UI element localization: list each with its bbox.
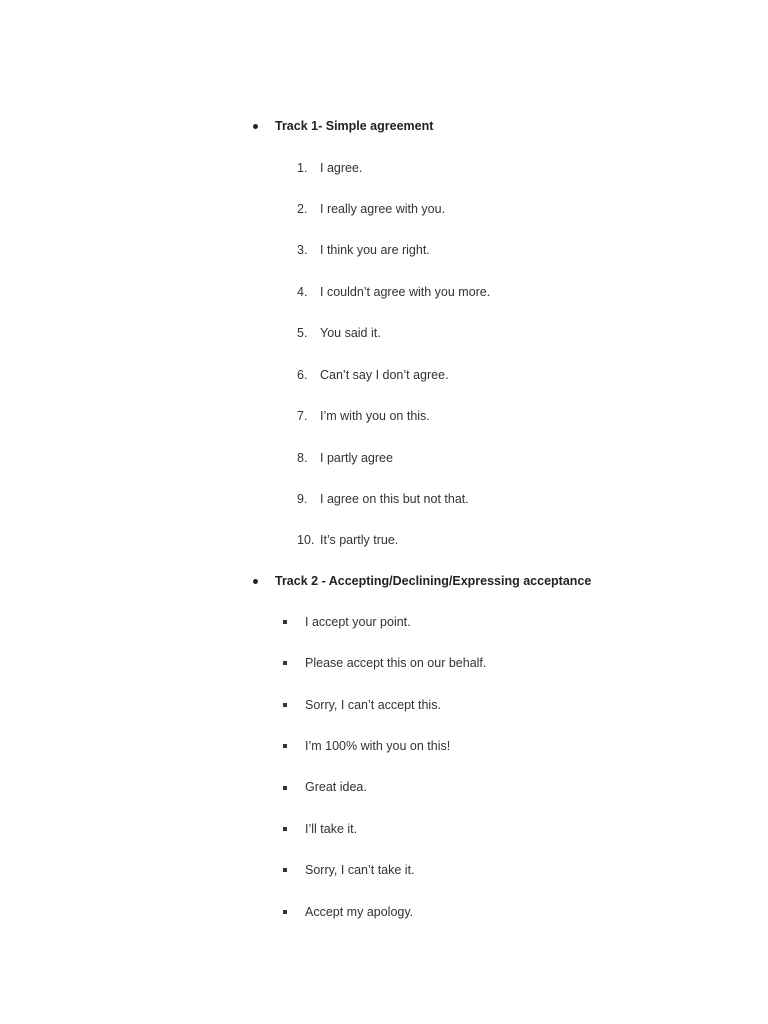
list-item: I’m 100% with you on this!	[305, 739, 451, 753]
list-item-number: 4.	[297, 285, 308, 299]
list-item: I couldn’t agree with you more.	[320, 285, 491, 299]
list-item: Accept my apology.	[305, 905, 414, 919]
square-bullet-icon	[283, 703, 287, 707]
list-item-number: 1.	[297, 161, 308, 175]
list-item: I really agree with you.	[320, 202, 446, 216]
list-item: I agree.	[320, 161, 363, 175]
square-bullet-icon	[283, 827, 287, 831]
list-item-number: 7.	[297, 409, 308, 423]
square-bullet-icon	[283, 620, 287, 624]
list-item-number: 10.	[297, 533, 315, 547]
list-item: I’ll take it.	[305, 822, 358, 836]
list-item: I’m with you on this.	[320, 409, 430, 423]
track-2-heading: Track 2 - Accepting/Declining/Expressing acceptance	[275, 574, 592, 588]
list-item: I partly agree	[320, 451, 393, 465]
list-item-number: 8.	[297, 451, 308, 465]
bullet-dot-icon	[253, 579, 258, 584]
track-1-heading: Track 1- Simple agreement	[275, 119, 434, 133]
list-item: Sorry, I can’t take it.	[305, 863, 415, 877]
list-item: Please accept this on our behalf.	[305, 656, 487, 670]
list-item: Great idea.	[305, 780, 367, 794]
square-bullet-icon	[283, 661, 287, 665]
square-bullet-icon	[283, 868, 287, 872]
bullet-dot-icon	[253, 124, 258, 129]
list-item: I agree on this but not that.	[320, 492, 469, 506]
list-item: Sorry, I can’t accept this.	[305, 698, 441, 712]
list-item: Can’t say I don’t agree.	[320, 368, 449, 382]
list-item: It’s partly true.	[320, 533, 399, 547]
list-item-number: 9.	[297, 492, 308, 506]
square-bullet-icon	[283, 744, 287, 748]
square-bullet-icon	[283, 910, 287, 914]
list-item: I think you are right.	[320, 243, 430, 257]
list-item-number: 5.	[297, 326, 308, 340]
list-item-number: 6.	[297, 368, 308, 382]
list-item: I accept your point.	[305, 615, 411, 629]
list-item: You said it.	[320, 326, 381, 340]
list-item-number: 3.	[297, 243, 308, 257]
square-bullet-icon	[283, 786, 287, 790]
list-item-number: 2.	[297, 202, 308, 216]
